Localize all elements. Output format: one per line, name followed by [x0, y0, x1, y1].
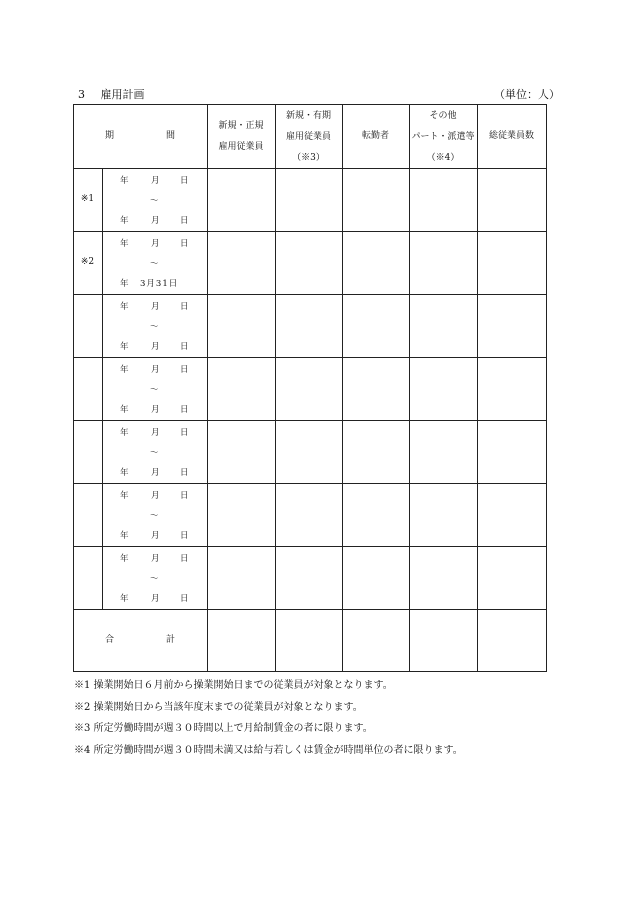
footnote-4: ※4 所定労働時間が週３０時間未満又は給与若しくは賃金が時間単位の者に限ります。 [74, 744, 463, 756]
total-label-right: 計 [166, 635, 176, 645]
row-mark: ※2 [80, 257, 95, 267]
unit-label: （単位：人） [494, 88, 560, 101]
header-new-fixed-term: 新規・有期 雇用従業員 （※3） [285, 111, 331, 163]
header-transferees: 転勤者 [361, 131, 389, 141]
header-period-right: 間 [166, 131, 176, 141]
row-mark: ※1 [80, 194, 95, 204]
section-title: 雇用計画 [100, 88, 145, 101]
header-period-left: 期 [105, 131, 115, 141]
header-new-regular: 新規・正規 雇用従業員 [218, 121, 264, 152]
total-label-left: 合 [105, 635, 115, 645]
footnote-1: ※1 操業開始日６月前から操業開始日までの従業員が対象となります。 [74, 680, 393, 691]
footnote-2: ※2 操業開始日から当該年度末までの従業員が対象となります。 [74, 701, 363, 713]
section-heading [78, 86, 145, 102]
footnotes [74, 675, 463, 761]
section-number: 3 [78, 88, 85, 101]
header-total-employees: 総従業員数 [488, 131, 534, 141]
footnote-3: ※3 所定労働時間が週３０時間以上で月給制賃金の者に限ります。 [74, 723, 373, 734]
header-other-parttime: その他 パート・派遣等 （※4） [411, 111, 475, 163]
employment-plan-table: 期 間 新規・正規 雇用従業員 新規・有期 雇用従業員 （※3） 転勤者 その他 パート・派遣等 （※4） 総従業員数 ※1 年 月 日 ～ 年 月 日 ※2 年 月 日 ～ 年 3月31日 年 月 日 ～ 年 月 日 年 月 日 ～ 年 月 日 年 月 日 ～ 年 月 日 年 月 日 ～ 年 月 日 年 月 日 ～ 年 月 日 合 計 [73, 104, 547, 672]
